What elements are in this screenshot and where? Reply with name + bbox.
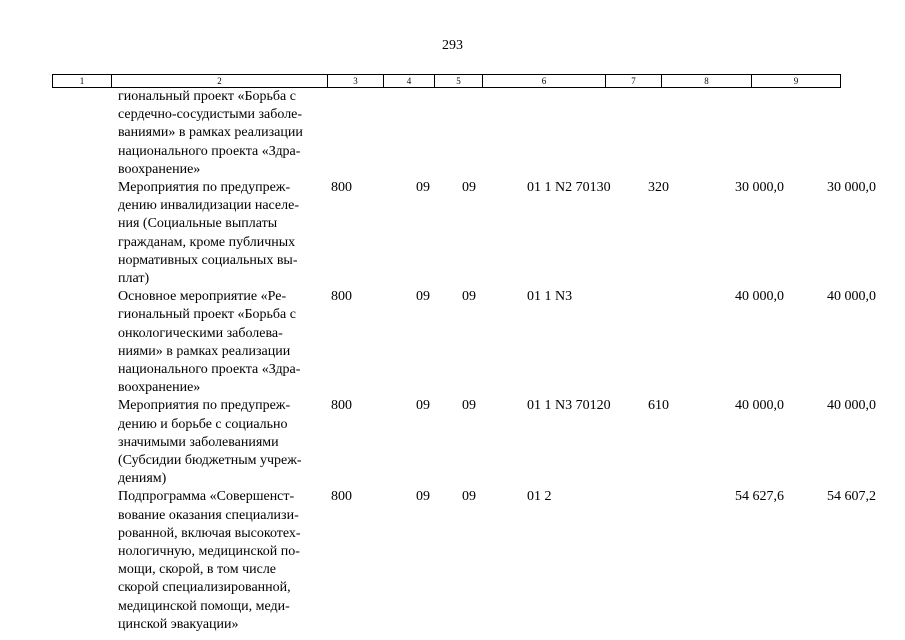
row-col-3: 800 — [331, 180, 352, 196]
row-col-5: 09 — [462, 489, 476, 505]
header-col-8: 8 — [662, 75, 752, 87]
header-col-5: 5 — [435, 75, 483, 87]
header-col-7: 7 — [606, 75, 662, 87]
header-col-1: 1 — [53, 75, 112, 87]
table-row — [0, 288, 905, 397]
row-col-8: 40 000,0 — [735, 398, 784, 414]
row-name: Подпрограмма «Совершенст- вование оказания специализи- рованной, включая высокотех- нологичную, медицинской по- мощи, скорой, в том числе скорой специализированной, медицинской помощи, меди- цинской эвакуации» — [118, 489, 301, 632]
row-col-9: 40 000,0 — [827, 289, 876, 305]
table-body — [0, 88, 905, 634]
row-col-5: 09 — [462, 289, 476, 305]
row-col-4: 09 — [416, 180, 430, 196]
row-col-6: 01 1 N3 — [527, 289, 573, 305]
row-name: гиональный проект «Борьба с сердечно-сосудистыми заболе- ваниями» в рамках реализации национального проекта «Здра- воохранение» — [118, 89, 303, 177]
header-col-4: 4 — [384, 75, 435, 87]
row-col-5: 09 — [462, 398, 476, 414]
row-col-6: 01 2 — [527, 489, 552, 505]
row-col-4: 09 — [416, 289, 430, 305]
row-col-9: 40 000,0 — [827, 398, 876, 414]
row-name: Мероприятия по предупреж- дению инвалидизации населе- ния (Социальные выплаты гражданам, кроме публичных нормативных социальных вы- плат) — [118, 180, 300, 287]
row-col-5: 09 — [462, 180, 476, 196]
row-col-3: 800 — [331, 289, 352, 305]
table-header — [52, 74, 841, 88]
page-number: 293 — [442, 38, 463, 53]
row-col-8: 54 627,6 — [735, 489, 784, 505]
table-row — [0, 179, 905, 288]
header-col-9: 9 — [752, 75, 841, 87]
row-col-9: 30 000,0 — [827, 180, 876, 196]
row-col-3: 800 — [331, 489, 352, 505]
row-col-6: 01 1 N2 70130 — [527, 180, 611, 196]
row-col-3: 800 — [331, 398, 352, 414]
table-row — [0, 397, 905, 488]
row-col-8: 40 000,0 — [735, 289, 784, 305]
row-name: Основное мероприятие «Ре- гиональный проект «Борьба с онкологическими заболева- ниями» в рамках реализации национального проекта «Здра- воохранение» — [118, 289, 301, 396]
table-row — [0, 88, 905, 179]
row-col-7: 320 — [648, 180, 669, 196]
row-col-4: 09 — [416, 489, 430, 505]
row-col-4: 09 — [416, 398, 430, 414]
header-col-6: 6 — [483, 75, 606, 87]
header-col-2: 2 — [112, 75, 328, 87]
row-col-7: 610 — [648, 398, 669, 414]
row-col-6: 01 1 N3 70120 — [527, 398, 611, 414]
row-col-8: 30 000,0 — [735, 180, 784, 196]
header-col-3: 3 — [328, 75, 384, 87]
table-row — [0, 488, 905, 634]
row-name: Мероприятия по предупреж- дению и борьбе с социально значимыми заболеваниями (Субсидии бюджетным учреж- дениям) — [118, 398, 302, 487]
row-col-9: 54 607,2 — [827, 489, 876, 505]
